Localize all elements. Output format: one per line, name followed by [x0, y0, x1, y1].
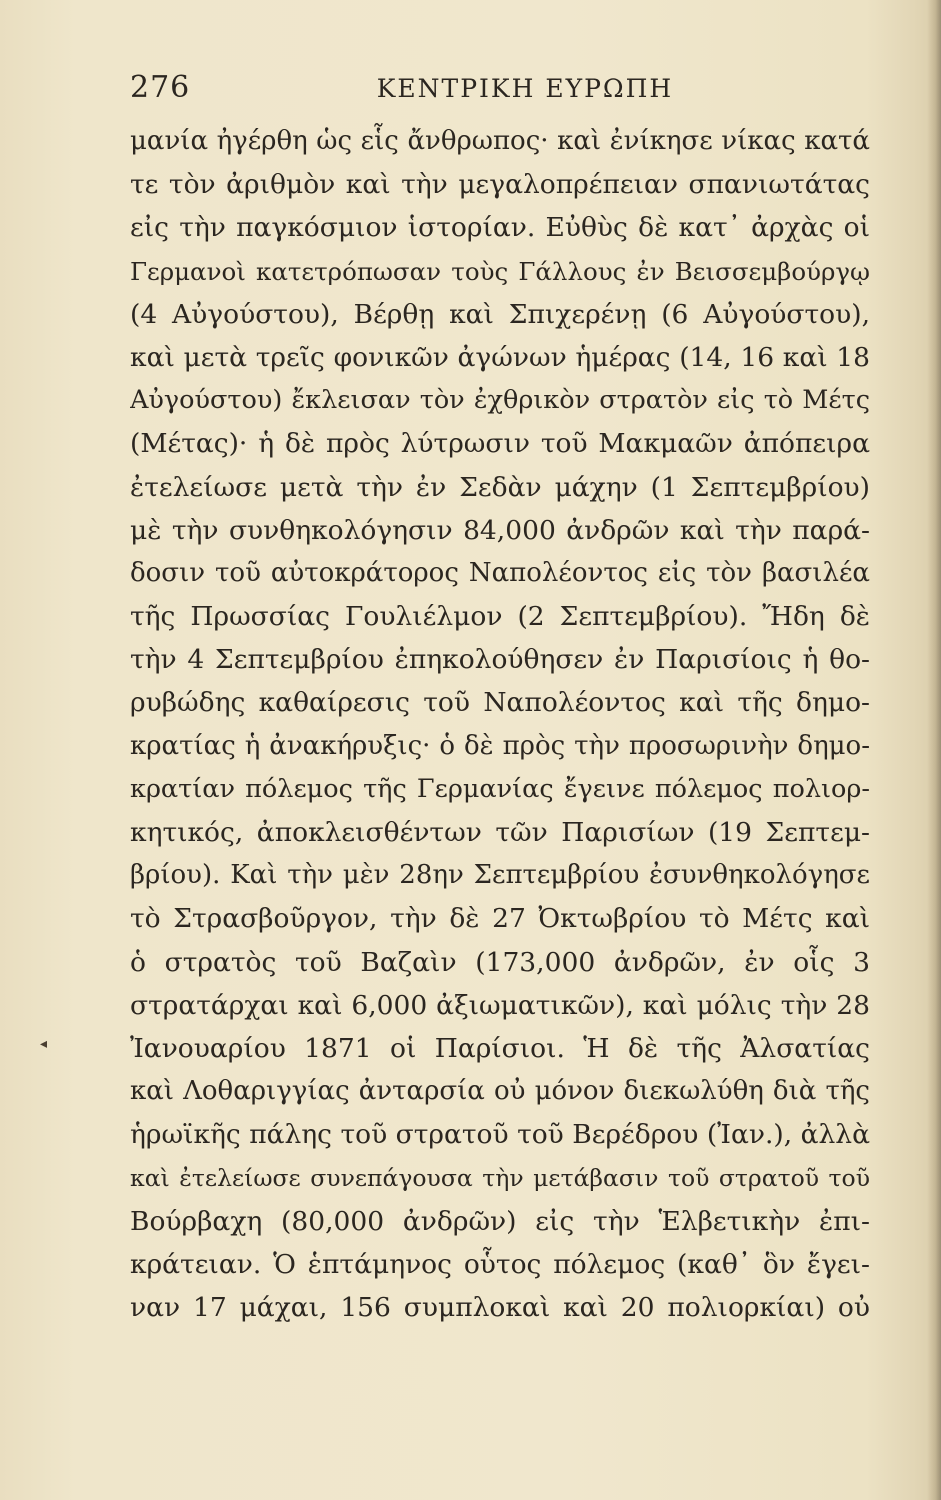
text-line: κρατίαν πόλεμος τῆς Γερμανίας ἔγεινε πόλεμος πολιορ- [130, 773, 870, 804]
text-line: βρίου). Καὶ τὴν μὲν 28ην Σεπτεμβρίου ἐσυνθηκολόγησε [130, 860, 870, 891]
text-line: καὶ μετὰ τρεῖς φονικῶν ἀγώνων ἡμέρας (14, 16 καὶ 18 [130, 341, 870, 373]
text-line: κητικός, ἀποκλεισθέντων τῶν Παρισίων (19 Σεπτεμ- [130, 817, 870, 848]
text-line: εἰς τὴν παγκόσμιον ἱστορίαν. Εὐθὺς δὲ κατ᾽ ἀρχὰς οἱ [130, 212, 870, 244]
text-line: καὶ ἐτελείωσε συνεπάγουσα τὴν μετάβασιν τοῦ στρατοῦ τοῦ [130, 1163, 870, 1192]
running-head [130, 70, 870, 110]
text-line: ναν 17 μάχαι, 156 συμπλοκαὶ καὶ 20 πολιορκίαι) οὐ [130, 1292, 870, 1324]
text-line: καὶ Λοθαριγγίας ἀνταρσία οὐ μόνον διεκωλύθη διὰ τῆς [130, 1076, 870, 1107]
text-line: τε τὸν ἀριθμὸν καὶ τὴν μεγαλοπρέπειαν σπανιωτάτας [130, 169, 870, 201]
page-edge-shadow [927, 0, 941, 1500]
text-line: τῆς Πρωσσίας Γουλιέλμον (2 Σεπτεμβρίου). Ἤδη δὲ [130, 601, 870, 633]
text-line: κρατίας ἡ ἀνακήρυξις· ὁ δὲ πρὸς τὴν προσωρινὴν δημο- [130, 730, 870, 761]
text-line: (4 Αὐγούστου), Βέρθῃ καὶ Σπιχερένῃ (6 Αὐγούστου), [130, 298, 870, 330]
text-line: τὴν 4 Σεπτεμβρίου ἐπηκολούθησεν ἐν Παρισίοις ἡ θο- [130, 644, 870, 676]
text-line: Ἰανουαρίου 1871 οἱ Παρίσιοι. Ἡ δὲ τῆς Ἀλσατίας [130, 1032, 870, 1064]
text-line: ὁ στρατὸς τοῦ Βαζαὶν (173,000 ἀνδρῶν, ἐν οἷς 3 [130, 946, 870, 978]
text-line: μανία ἠγέρθη ὡς εἷς ἄνθρωπος· καὶ ἐνίκησε νίκας κατά [130, 126, 870, 156]
page-number: 276 [130, 70, 191, 105]
text-line: ρυβώδης καθαίρεσις τοῦ Ναπολέοντος καὶ τῆς δημο- [130, 687, 870, 719]
text-line: ἡρωϊκῆς πάλης τοῦ στρατοῦ τοῦ Βερέδρου (Ἰαν.), ἀλλὰ [130, 1119, 870, 1151]
text-line: στρατάρχαι καὶ 6,000 ἀξιωματικῶν), καὶ μόλις τὴν 28 [130, 989, 870, 1021]
text-line: Γερμανοὶ κατετρόπωσαν τοὺς Γάλλους ἐν Βεισσεμβούργῳ [130, 256, 870, 286]
text-line: (Μέτας)· ἡ δὲ πρὸς λύτρωσιν τοῦ Μακμαῶν ἀπόπειρα [130, 428, 870, 460]
text-line: δοσιν τοῦ αὐτοκράτορος Ναπολέοντος εἰς τὸν βασιλέα [130, 557, 870, 588]
text-line: Βούρβαχη (80,000 ἀνδρῶν) εἰς τὴν Ἑλβετικὴν ἐπι- [130, 1205, 870, 1237]
text-line: κράτειαν. Ὁ ἑπτάμηνος οὗτος πόλεμος (καθ᾽ ὃν ἔγει- [130, 1248, 870, 1280]
text-line: ἐτελείωσε μετὰ τὴν ἐν Σεδὰν μάχην (1 Σεπτεμβρίου) [130, 471, 870, 503]
body-text [130, 120, 870, 1329]
running-title: ΚΕΝΤΡΙΚΗ ΕΥΡΩΠΗ [376, 74, 674, 103]
text-line: Αὐγούστου) ἔκλεισαν τὸν ἐχθρικὸν στρατὸν εἰς τὸ Μέτς [130, 385, 870, 416]
margin-mark: ◂ [40, 1036, 48, 1052]
text-line: τὸ Στρασβοῦργον, τὴν δὲ 27 Ὀκτωβρίου τὸ Μέτς καὶ [130, 903, 870, 935]
text-line: μὲ τὴν συνθηκολόγησιν 84,000 ἀνδρῶν καὶ τὴν παρά- [130, 514, 870, 546]
